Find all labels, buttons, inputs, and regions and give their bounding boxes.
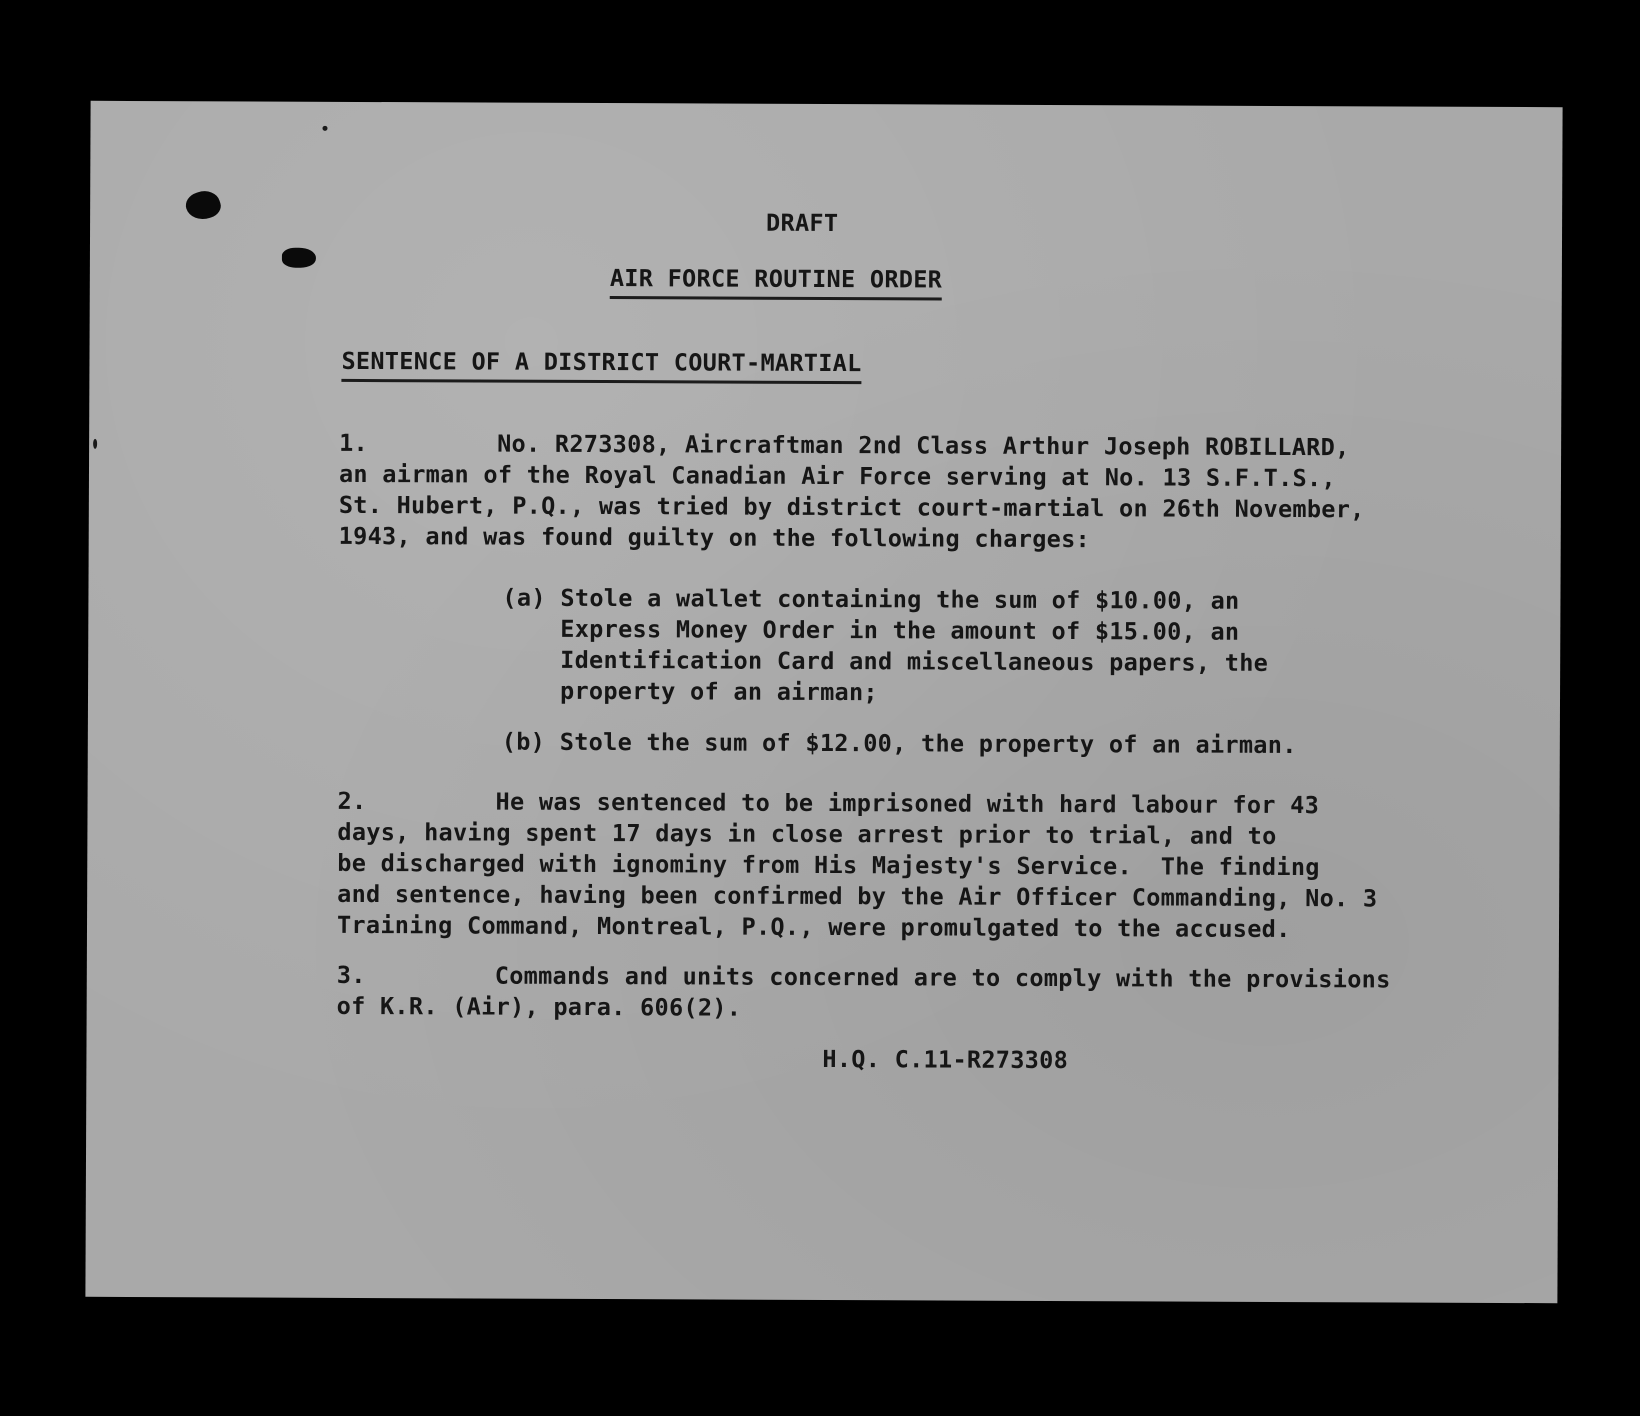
ink-speck: [322, 126, 327, 131]
charge-a: [502, 583, 1269, 710]
draft-stamp: DRAFT: [766, 208, 839, 238]
file-reference: H.Q. C.11-R273308: [822, 1044, 1069, 1075]
charge-label: (b): [501, 727, 546, 756]
document-sheet: [85, 101, 1562, 1303]
paragraph-1: [339, 428, 1365, 556]
charge-b: [502, 727, 1297, 761]
paragraph-3: [337, 960, 1391, 1027]
paragraph-line: No. R273308, Aircraftman 2nd Class Arthur Joseph ROBILLARD,: [497, 429, 1350, 462]
charge-line: Stole a wallet containing the sum of $10.00, an: [560, 583, 1240, 615]
paragraph-2: [337, 786, 1378, 946]
paragraph-line: of K.R. (Air), para. 606(2).: [336, 991, 742, 1022]
paragraph-line: be discharged with ignominy from His Majesty's Service. The finding: [337, 848, 1320, 882]
paragraph-line: He was sentenced to be imprisoned with hard labour for 43: [495, 787, 1320, 820]
section-title: SENTENCE OF A DISTRICT COURT-MARTIAL: [341, 346, 861, 384]
paragraph-number: 3.: [336, 960, 366, 990]
charge-line: Express Money Order in the amount of $15.00, an: [560, 614, 1240, 646]
paragraph-number: 1.: [339, 428, 369, 458]
charge-line: Stole the sum of $12.00, the property of an airman.: [559, 727, 1297, 760]
charge-line: property of an airman;: [559, 676, 878, 707]
ink-blot: [282, 248, 316, 268]
paragraph-line: St. Hubert, P.Q., was tried by district court-martial on 26th November,: [338, 490, 1365, 524]
paragraph-line: and sentence, having been confirmed by the Air Officer Commanding, No. 3: [337, 879, 1378, 913]
paragraph-line: 1943, and was found guilty on the following charges:: [338, 521, 1091, 554]
paragraph-line: days, having spent 17 days in close arrest prior to trial, and to: [337, 817, 1277, 850]
order-title: AIR FORCE ROUTINE ORDER: [610, 263, 942, 300]
paragraph-number: 2.: [337, 786, 367, 816]
paragraph-line: Commands and units concerned are to comply with the provisions: [494, 961, 1391, 994]
ink-blot: [183, 187, 224, 224]
paragraph-line: an airman of the Royal Canadian Air Force serving at No. 13 S.F.T.S.,: [338, 459, 1336, 493]
paragraph-line: Training Command, Montreal, P.Q., were promulgated to the accused.: [336, 910, 1291, 944]
ink-speck: [93, 439, 97, 449]
charge-label: (a): [502, 583, 546, 612]
charge-line: Identification Card and miscellaneous papers, the: [560, 645, 1269, 677]
